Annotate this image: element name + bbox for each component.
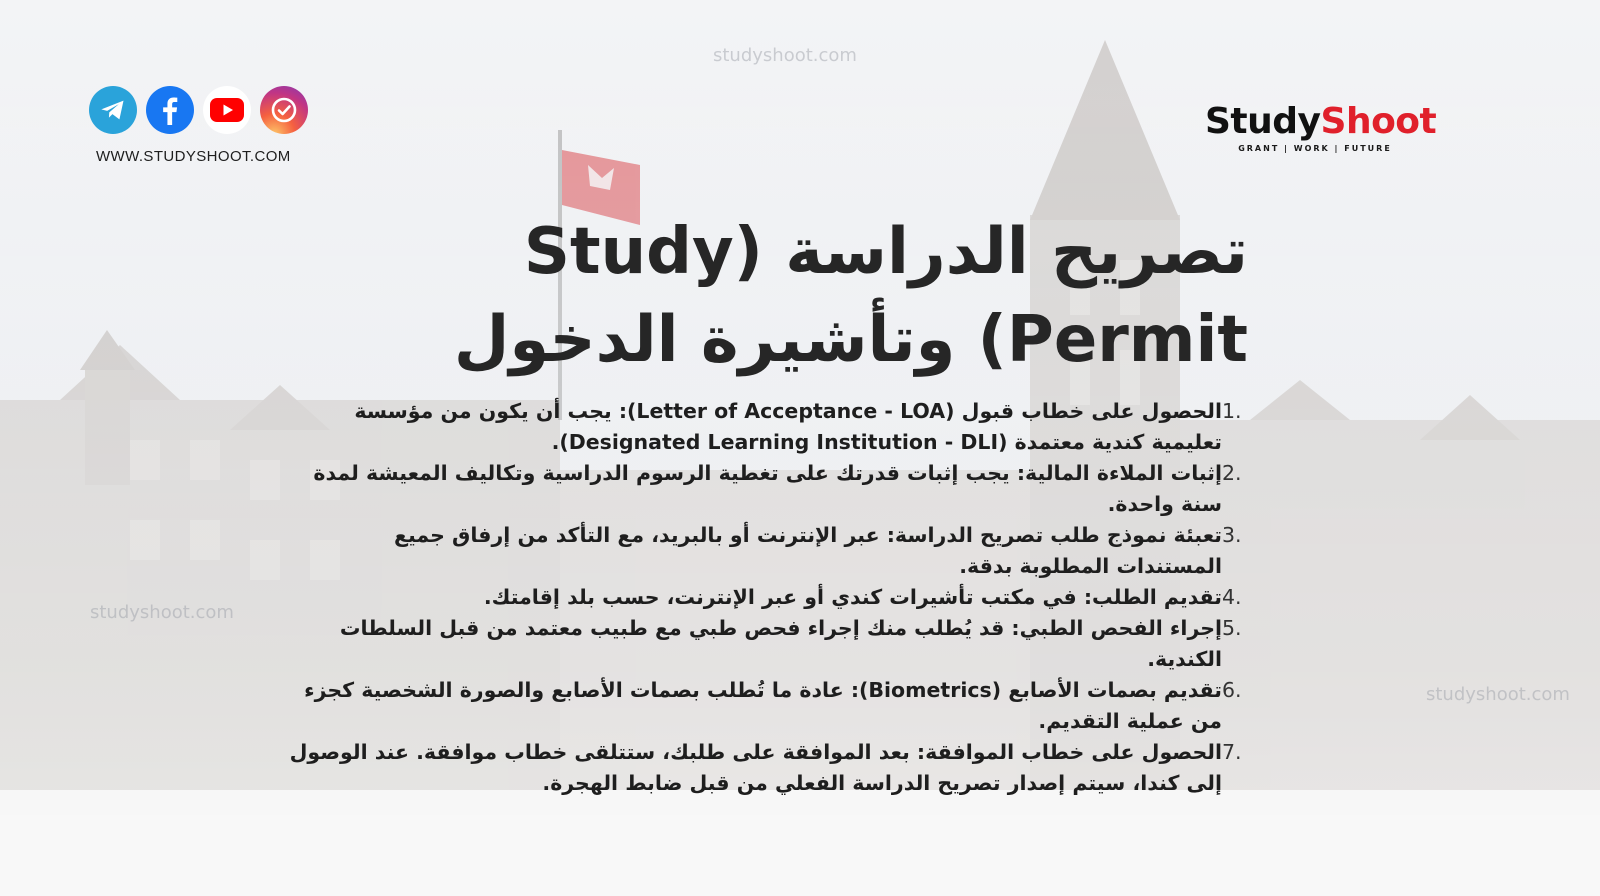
page-title: تصريح الدراسة (Study Permit) وتأشيرة الدخول bbox=[453, 215, 1248, 377]
step-text: إجراء الفحص الطبي: قد يُطلب منك إجراء فحص طبي مع طبيب معتمد من قبل السلطات الكندية. bbox=[339, 616, 1222, 671]
logo-shoot-text: Shoot bbox=[1320, 101, 1437, 142]
step-number: 2. bbox=[1222, 461, 1242, 485]
logo-study-text: Study bbox=[1205, 101, 1321, 142]
step-text: الحصول على خطاب الموافقة: بعد الموافقة على طلبك، ستتلقى خطاب موافقة. عند الوصول إلى كندا، سيتم إصدار تصريح الدراسة الفعلي من قبل ضابط الهجرة. bbox=[289, 740, 1222, 795]
list-item bbox=[288, 675, 1248, 737]
step-number: 7. bbox=[1222, 740, 1242, 764]
logo-tagline: GRANT | WORK | FUTURE bbox=[1238, 144, 1392, 153]
watermark-text: studyshoot.com bbox=[1426, 684, 1570, 705]
step-text: تقديم بصمات الأصابع (Biometrics): عادة ما تُطلب بصمات الأصابع والصورة الشخصية كجزء من عملية التقديم. bbox=[304, 678, 1222, 733]
instagram-icon[interactable] bbox=[260, 86, 308, 134]
step-number: 1. bbox=[1222, 399, 1242, 423]
step-number: 5. bbox=[1222, 616, 1242, 640]
list-item bbox=[288, 737, 1248, 799]
social-links bbox=[89, 86, 308, 134]
step-number: 4. bbox=[1222, 585, 1242, 609]
watermark-text: studyshoot.com bbox=[713, 45, 857, 66]
list-item bbox=[288, 520, 1248, 582]
watermark-text: studyshoot.com bbox=[90, 602, 234, 623]
step-number: 6. bbox=[1222, 678, 1242, 702]
website-url[interactable]: WWW.STUDYSHOOT.COM bbox=[96, 148, 291, 165]
step-text: الحصول على خطاب قبول (Letter of Acceptance - LOA): يجب أن يكون من مؤسسة تعليمية كندية معتمدة (Designated Learning Institution - DLI). bbox=[354, 399, 1222, 454]
list-item bbox=[288, 396, 1248, 458]
list-item bbox=[288, 582, 1248, 613]
step-text: إثبات الملاءة المالية: يجب إثبات قدرتك على تغطية الرسوم الدراسية وتكاليف المعيشة لمدة سنة واحدة. bbox=[313, 461, 1222, 516]
list-item bbox=[288, 613, 1248, 675]
studyshoot-logo bbox=[1205, 101, 1437, 153]
logo-wordmark bbox=[1205, 101, 1437, 142]
facebook-icon[interactable] bbox=[146, 86, 194, 134]
telegram-icon[interactable] bbox=[89, 86, 137, 134]
step-number: 3. bbox=[1222, 523, 1242, 547]
steps-list bbox=[288, 396, 1248, 799]
list-item bbox=[288, 458, 1248, 520]
youtube-icon[interactable] bbox=[203, 86, 251, 134]
step-text: تقديم الطلب: في مكتب تأشيرات كندي أو عبر الإنترنت، حسب بلد إقامتك. bbox=[483, 585, 1222, 609]
step-text: تعبئة نموذج طلب تصريح الدراسة: عبر الإنترنت أو بالبريد، مع التأكد من إرفاق جميع المستندات المطلوبة بدقة. bbox=[394, 523, 1222, 578]
